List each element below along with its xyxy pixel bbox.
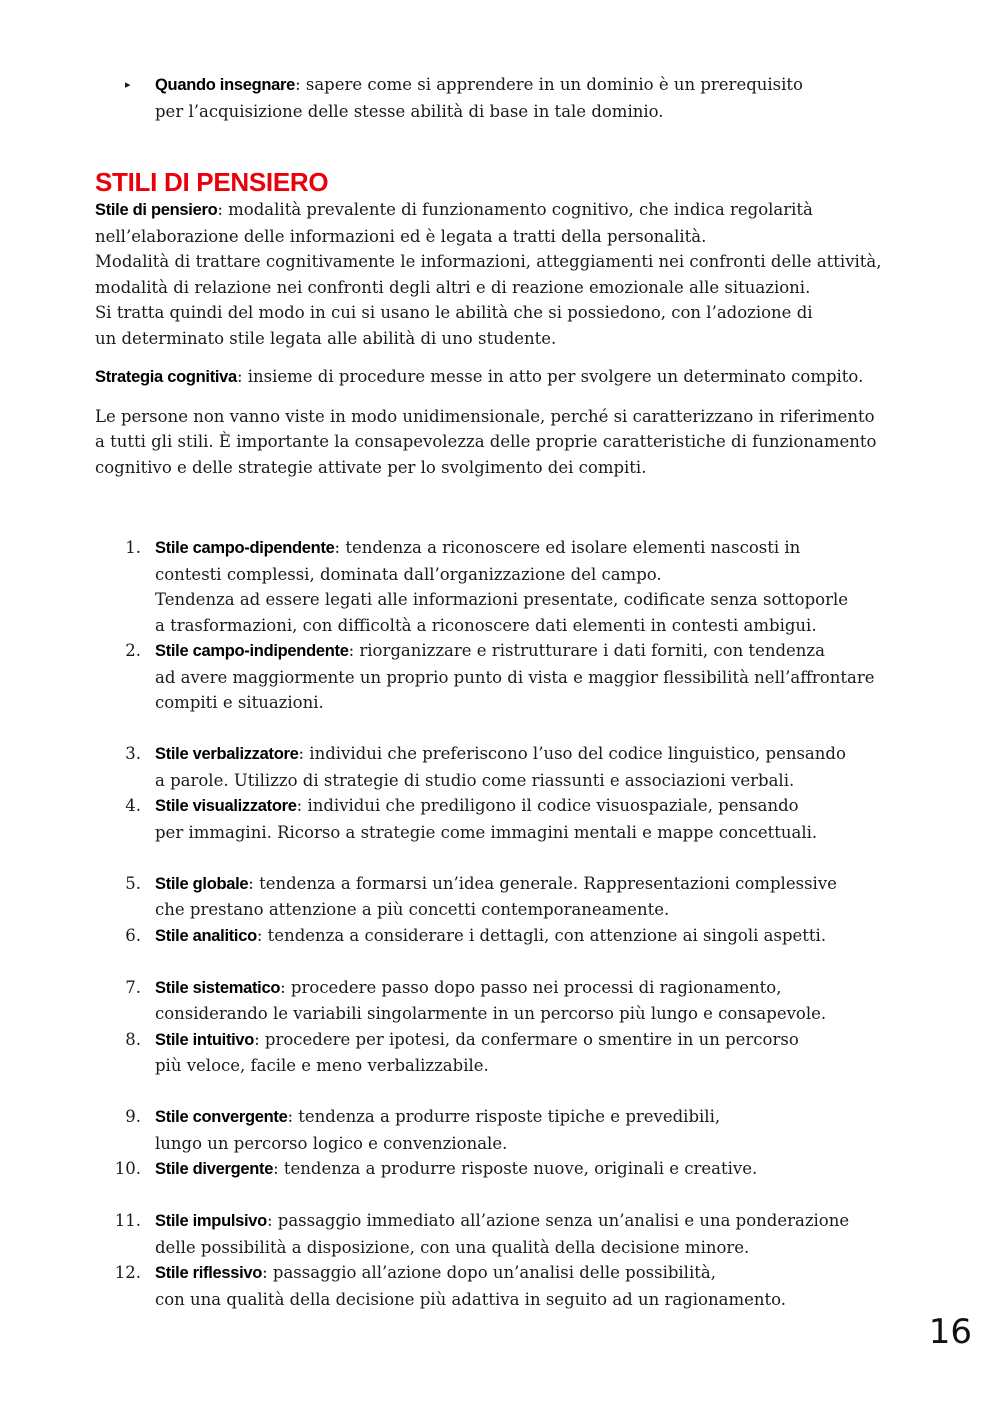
list-spacer — [95, 1079, 905, 1105]
list-spacer — [95, 716, 905, 742]
list-item: 2. Stile campo-indipendente: riorganizzare e ristrutturare i dati forniti, con tendenza ad avere maggiormente un proprio punto di vista e maggior flessibilità nell’affrontare compiti e situazioni. — [125, 641, 875, 712]
list-item: 10. Stile divergente: tendenza a produrre risposte nuove, originali e creative. — [114, 1159, 758, 1178]
list-item: 9. Stile convergente: tendenza a produrre risposte tipiche e prevedibili, lungo un percorso logico e convenzionale. — [125, 1107, 721, 1153]
section-title: STILI DI PENSIERO — [95, 167, 329, 197]
list-spacer — [95, 949, 905, 975]
definition-cognitive-strategy: Strategia cognitiva: insieme di procedure messe in atto per svolgere un determinato compito. — [95, 367, 864, 386]
list-item: 3. Stile verbalizzatore: individui che preferiscono l’uso del codice linguistico, pensando a parole. Utilizzo di strategie di studio come riassunti e associazioni verbali. — [125, 744, 846, 790]
list-spacer — [95, 845, 905, 871]
bullet-term: Quando insegnare — [155, 76, 296, 94]
list-item: 4. Stile visualizzatore: individui che prediligono il codice visuospaziale, pensando per immagini. Ricorso a strategie come immagini mentali e mappe concettuali. — [125, 796, 818, 842]
page-number: 16 — [928, 1312, 972, 1352]
list-item: 6. Stile analitico: tendenza a considerare i dettagli, con attenzione ai singoli aspetti. — [125, 925, 827, 945]
triangle-bullet-icon: ▸ — [125, 78, 131, 91]
definition-thinking-style: Stile di pensiero: modalità prevalente di funzionamento cognitivo, che indica regolarità nell’elaborazione delle informazioni ed è legata a tratti della personalità. Modalità di trattare cognitivamente le informazioni, atteggiamenti nei confronti delle attività, modalità di relazione nei confronti degli altri e di reazione emozionale alle situazioni. Si tratta quindi del modo in cui si usano le abilità che si possiedono, con l’adozione di un determinato stile legata alle abilità di uno studente. — [95, 200, 882, 348]
list-item: 8. Stile intuitivo: procedere per ipotesi, da confermare o smentire in un percorso più veloce, facile e meno verbalizzabile. — [125, 1029, 799, 1075]
bullet-text-cont: per l’acquisizione delle stesse abilità di base in tale dominio. — [155, 101, 664, 121]
intro-bullet-item — [95, 72, 905, 124]
list-item: 5. Stile globale: tendenza a formarsi un’idea generale. Rappresentazioni complessive che prestano attenzione a più concetti contemporaneamente. — [125, 873, 837, 919]
list-item: 1. Stile campo-dipendente: tendenza a riconoscere ed isolare elementi nascosti in contesti complessi, dominata dall’organizzazione del campo. Tendenza ad essere legati alle informazioni presentate, codificate senza sottoporle a trasformazioni, con difficoltà a riconoscere dati elementi in contesti ambigui. — [125, 538, 849, 635]
styles-list — [95, 535, 905, 1312]
page-content — [95, 72, 905, 1312]
list-item: 11. Stile impulsivo: passaggio immediato all’azione senza un’analisi e una ponderazione delle possibilità a disposizione, con una qualità della decisione minore. — [114, 1211, 850, 1257]
bullet-text: : sapere come si apprendere in un dominio è un prerequisito — [295, 75, 803, 94]
definition-term: Strategia cognitiva — [95, 368, 237, 386]
list-item: 7. Stile sistematico: procedere passo dopo passo nei processi di ragionamento, considerando le variabili singolarmente in un percorso più lungo e consapevole. — [125, 977, 827, 1023]
list-spacer — [95, 1183, 905, 1209]
list-item: 12. Stile riflessivo: passaggio all’azione dopo un’analisi delle possibilità, con una qualità della decisione più adattiva in seguito ad un ragionamento. — [114, 1263, 787, 1309]
definition-term: Stile di pensiero — [95, 201, 218, 219]
paragraph-awareness: Le persone non vanno viste in modo unidimensionale, perché si caratterizzano in riferimento a tutti gli stili. È importante la consapevolezza delle proprie caratteristiche di funzionamento cognitivo e delle strategie attivate per lo svolgimento dei compiti. — [95, 406, 877, 477]
